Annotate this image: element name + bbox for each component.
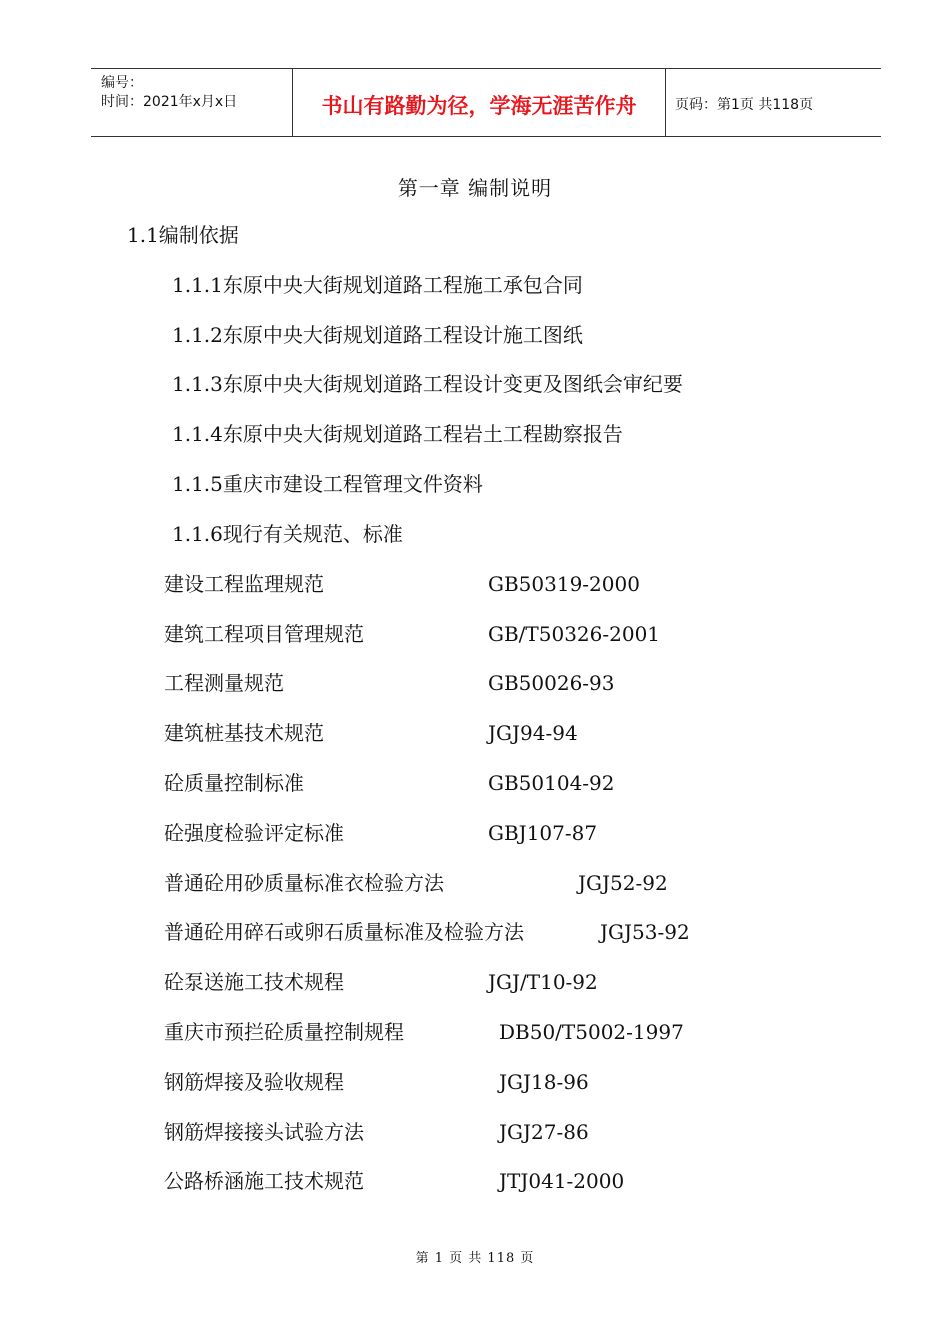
standard-code: GBJ107-87 [488, 821, 598, 845]
standard-code: GB50026-93 [488, 671, 615, 695]
standard-name: 建筑桩基技术规范 [164, 721, 324, 745]
header-meta-cell [91, 69, 293, 136]
standard-code: JGJ53-92 [600, 920, 690, 944]
page-header [91, 68, 881, 137]
standard-name: 重庆市预拦砼质量控制规程 [164, 1020, 404, 1044]
standard-code: GB50319-2000 [488, 572, 640, 596]
standard-name: 砼强度检验评定标准 [164, 821, 344, 845]
standard-code: GB/T50326-2001 [488, 622, 661, 646]
basis-item: 1.1.4东原中央大街规划道路工程岩土工程勘察报告 [172, 422, 623, 446]
document-time: 时间：2021年x月x日 [101, 94, 238, 110]
basis-item: 1.1.2东原中央大街规划道路工程设计施工图纸 [172, 323, 583, 347]
header-motto-cell [293, 69, 666, 136]
standard-code: JGJ52-92 [578, 871, 668, 895]
header-page-cell [666, 69, 881, 136]
standard-code: JGJ18-96 [499, 1070, 589, 1094]
standard-name: 公路桥涵施工技术规范 [164, 1169, 364, 1193]
basis-item: 1.1.6现行有关规范、标准 [172, 522, 403, 546]
standard-name: 钢筋焊接及验收规程 [164, 1070, 344, 1094]
standard-code: JTJ041-2000 [499, 1169, 625, 1193]
standard-name: 砼质量控制标准 [164, 771, 304, 795]
page-footer: 第 1 页 共 118 页 [415, 1251, 535, 1266]
basis-item: 1.1.1东原中央大街规划道路工程施工承包合同 [172, 273, 583, 297]
standard-name: 建设工程监理规范 [164, 572, 324, 596]
standard-code: JGJ27-86 [499, 1120, 589, 1144]
standard-name: 建筑工程项目管理规范 [164, 622, 364, 646]
basis-item: 1.1.5重庆市建设工程管理文件资料 [172, 472, 483, 496]
standard-code: JGJ94-94 [488, 721, 578, 745]
section-title: 1.1编制依据 [127, 223, 239, 247]
standard-name: 工程测量规范 [164, 671, 284, 695]
standard-name: 普通砼用碎石或卵石质量标准及检验方法 [164, 920, 524, 944]
basis-item: 1.1.3东原中央大街规划道路工程设计变更及图纸会审纪要 [172, 372, 683, 396]
standard-name: 砼泵送施工技术规程 [164, 970, 344, 994]
standard-code: JGJ/T10-92 [488, 970, 598, 994]
standard-code: GB50104-92 [488, 771, 615, 795]
standard-code: DB50/T5002-1997 [499, 1020, 684, 1044]
standard-name: 普通砼用砂质量标准衣检验方法 [164, 871, 444, 895]
header-motto: 书山有路勤为径，学海无涯苦作舟 [321, 94, 637, 118]
chapter-title: 第一章 编制说明 [397, 176, 553, 200]
header-page-info: 页码：第1页 共118页 [675, 97, 814, 113]
document-number-label: 编号： [101, 75, 143, 91]
standard-name: 钢筋焊接接头试验方法 [164, 1120, 364, 1144]
